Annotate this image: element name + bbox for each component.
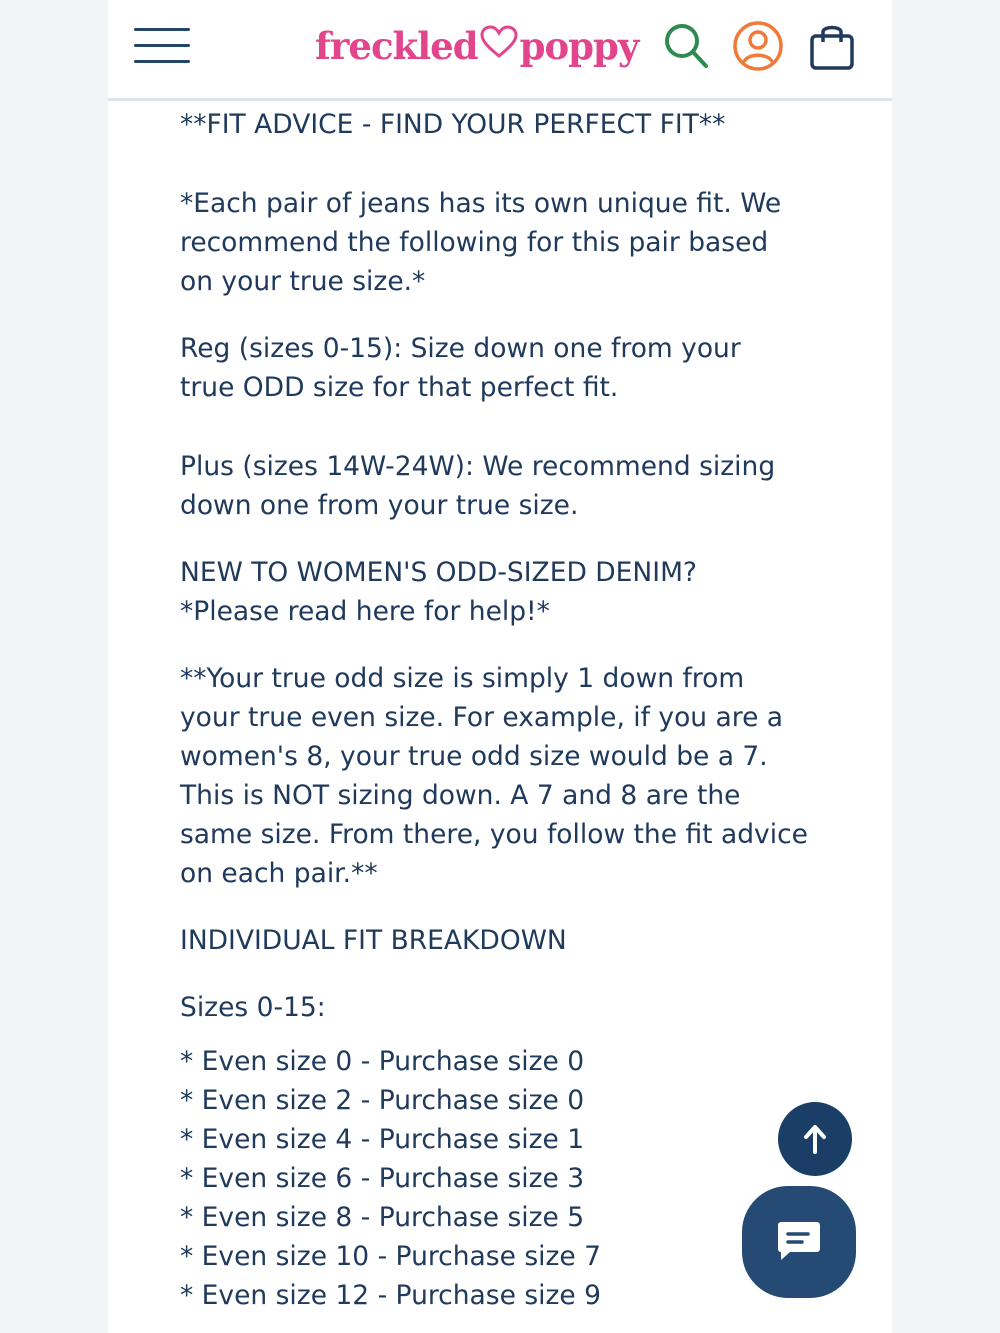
odd-sizing-section bbox=[180, 553, 860, 631]
intro-line: on your true size.* bbox=[180, 266, 426, 297]
help-link[interactable]: *Please read here for help!* bbox=[180, 596, 550, 627]
odd-size-line: your true even size. For example, if you are a bbox=[180, 702, 784, 733]
account-icon[interactable] bbox=[732, 20, 784, 72]
intro-line: *Each pair of jeans has its own unique fit. We bbox=[180, 188, 782, 219]
odd-sizing-heading: NEW TO WOMEN'S ODD-SIZED DENIM? bbox=[180, 557, 697, 588]
odd-size-line: on each pair.** bbox=[180, 858, 378, 889]
site-header bbox=[108, 0, 892, 101]
search-icon[interactable] bbox=[660, 20, 712, 72]
odd-size-paragraph bbox=[180, 659, 860, 893]
list-item: * Even size 4 - Purchase size 1 bbox=[180, 1124, 585, 1155]
plus-fit-paragraph bbox=[180, 447, 860, 525]
list-item: * Even size 8 - Purchase size 5 bbox=[180, 1202, 585, 1233]
reg-text: true ODD size for that perfect fit. bbox=[180, 372, 619, 403]
odd-size-line: **Your true odd size is simply 1 down from bbox=[180, 663, 745, 694]
plus-text: We recommend sizing bbox=[473, 451, 776, 482]
intro-line: recommend the following for this pair based bbox=[180, 227, 769, 258]
list-item: * Even size 12 - Purchase size 9 bbox=[180, 1280, 601, 1311]
plus-text: down one from your true size. bbox=[180, 490, 579, 521]
chat-button[interactable] bbox=[742, 1186, 856, 1298]
scroll-to-top-button[interactable] bbox=[778, 1102, 852, 1176]
fit-breakdown-heading: INDIVIDUAL FIT BREAKDOWN bbox=[180, 925, 567, 956]
odd-size-line: same size. From there, you follow the fit advice bbox=[180, 819, 808, 850]
reg-text: Size down one from your bbox=[402, 333, 741, 364]
intro-paragraph bbox=[180, 184, 860, 301]
product-description bbox=[180, 104, 860, 1315]
fit-advice-heading: **FIT ADVICE - FIND YOUR PERFECT FIT** bbox=[180, 109, 726, 140]
shopping-bag-icon[interactable] bbox=[806, 20, 858, 72]
list-item: * Even size 10 - Purchase size 7 bbox=[180, 1241, 601, 1272]
reg-fit-paragraph bbox=[180, 329, 860, 407]
heart-icon bbox=[480, 24, 518, 68]
arrow-up-icon bbox=[798, 1122, 832, 1156]
list-item: * Even size 2 - Purchase size 0 bbox=[180, 1085, 585, 1116]
reg-label: Reg (sizes 0-15): bbox=[180, 333, 403, 364]
logo-text-left: freckled bbox=[315, 24, 478, 68]
list-item: * Even size 0 - Purchase size 0 bbox=[180, 1046, 585, 1077]
page-viewport bbox=[108, 0, 892, 1333]
chat-icon bbox=[776, 1220, 822, 1264]
odd-size-line: women's 8, your true odd size would be a 7. bbox=[180, 741, 768, 772]
odd-size-line: This is NOT sizing down. A 7 and 8 are the bbox=[180, 780, 741, 811]
plus-label: Plus (sizes 14W-24W): bbox=[180, 451, 474, 482]
logo-text-right: poppy bbox=[519, 24, 639, 68]
site-logo[interactable] bbox=[315, 18, 638, 74]
sizes-heading: Sizes 0-15: bbox=[180, 992, 326, 1023]
list-item: * Even size 6 - Purchase size 3 bbox=[180, 1163, 585, 1194]
menu-icon[interactable] bbox=[134, 26, 192, 66]
